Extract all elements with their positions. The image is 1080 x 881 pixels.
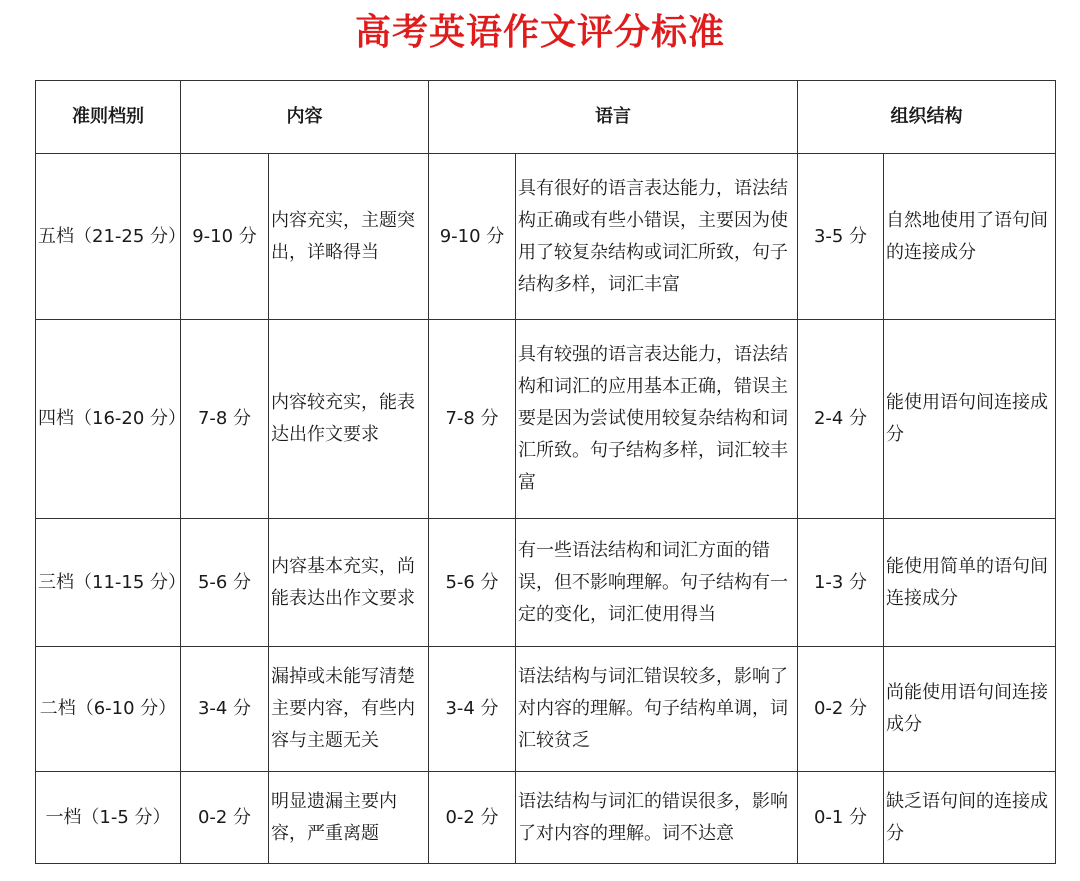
org-desc-cell: 尚能使用语句间连接成分 bbox=[884, 647, 1056, 772]
org-desc-cell: 能使用语句间连接成分 bbox=[884, 320, 1056, 519]
language-desc-cell: 有一些语法结构和词汇方面的错误，但不影响理解。句子结构有一定的变化，词汇使用得当 bbox=[516, 519, 798, 647]
table-row bbox=[36, 154, 1056, 320]
content-desc-cell: 明显遗漏主要内容，严重离题 bbox=[269, 772, 429, 864]
table-row bbox=[36, 519, 1056, 647]
content-score-cell: 0-2 分 bbox=[181, 772, 269, 864]
level-cell: 五档（21-25 分） bbox=[36, 154, 181, 320]
language-desc-cell: 具有很好的语言表达能力，语法结构正确或有些小错误，主要因为使用了较复杂结构或词汇所致，句子结构多样，词汇丰富 bbox=[516, 154, 798, 320]
page-title: 高考英语作文评分标准 bbox=[354, 12, 725, 53]
language-desc-cell: 语法结构与词汇错误较多，影响了对内容的理解。句子结构单调，词汇较贫乏 bbox=[516, 647, 798, 772]
language-score-cell: 0-2 分 bbox=[429, 772, 516, 864]
content-desc-cell: 内容充实，主题突出，详略得当 bbox=[269, 154, 429, 320]
content-desc-cell: 漏掉或未能写清楚主要内容，有些内容与主题无关 bbox=[269, 647, 429, 772]
org-score-cell: 1-3 分 bbox=[798, 519, 884, 647]
org-score-cell: 0-2 分 bbox=[798, 647, 884, 772]
org-score-cell: 0-1 分 bbox=[798, 772, 884, 864]
content-desc-cell: 内容较充实，能表达出作文要求 bbox=[269, 320, 429, 519]
content-score-cell: 5-6 分 bbox=[181, 519, 269, 647]
level-cell: 三档（11-15 分） bbox=[36, 519, 181, 647]
org-score-cell: 2-4 分 bbox=[798, 320, 884, 519]
language-score-cell: 7-8 分 bbox=[429, 320, 516, 519]
header-content: 内容 bbox=[181, 81, 429, 154]
header-row bbox=[36, 81, 1056, 154]
table-row bbox=[36, 320, 1056, 519]
content-score-cell: 7-8 分 bbox=[181, 320, 269, 519]
content-desc-cell: 内容基本充实，尚能表达出作文要求 bbox=[269, 519, 429, 647]
language-desc-cell: 具有较强的语言表达能力，语法结构和词汇的应用基本正确，错误主要是因为尝试使用较复杂结构和词汇所致。句子结构多样，词汇较丰富 bbox=[516, 320, 798, 519]
level-cell: 二档（6-10 分） bbox=[36, 647, 181, 772]
header-language: 语言 bbox=[429, 81, 798, 154]
table-row bbox=[36, 772, 1056, 864]
language-desc-cell: 语法结构与词汇的错误很多，影响了对内容的理解。词不达意 bbox=[516, 772, 798, 864]
language-score-cell: 9-10 分 bbox=[429, 154, 516, 320]
org-score-cell: 3-5 分 bbox=[798, 154, 884, 320]
content-score-cell: 9-10 分 bbox=[181, 154, 269, 320]
org-desc-cell: 能使用简单的语句间连接成分 bbox=[884, 519, 1056, 647]
header-level: 准则档别 bbox=[36, 81, 181, 154]
content-score-cell: 3-4 分 bbox=[181, 647, 269, 772]
level-cell: 一档（1-5 分） bbox=[36, 772, 181, 864]
scoring-table bbox=[35, 80, 1056, 864]
header-organization: 组织结构 bbox=[798, 81, 1056, 154]
org-desc-cell: 自然地使用了语句间的连接成分 bbox=[884, 154, 1056, 320]
table-row bbox=[36, 647, 1056, 772]
level-cell: 四档（16-20 分） bbox=[36, 320, 181, 519]
language-score-cell: 5-6 分 bbox=[429, 519, 516, 647]
org-desc-cell: 缺乏语句间的连接成分 bbox=[884, 772, 1056, 864]
language-score-cell: 3-4 分 bbox=[429, 647, 516, 772]
